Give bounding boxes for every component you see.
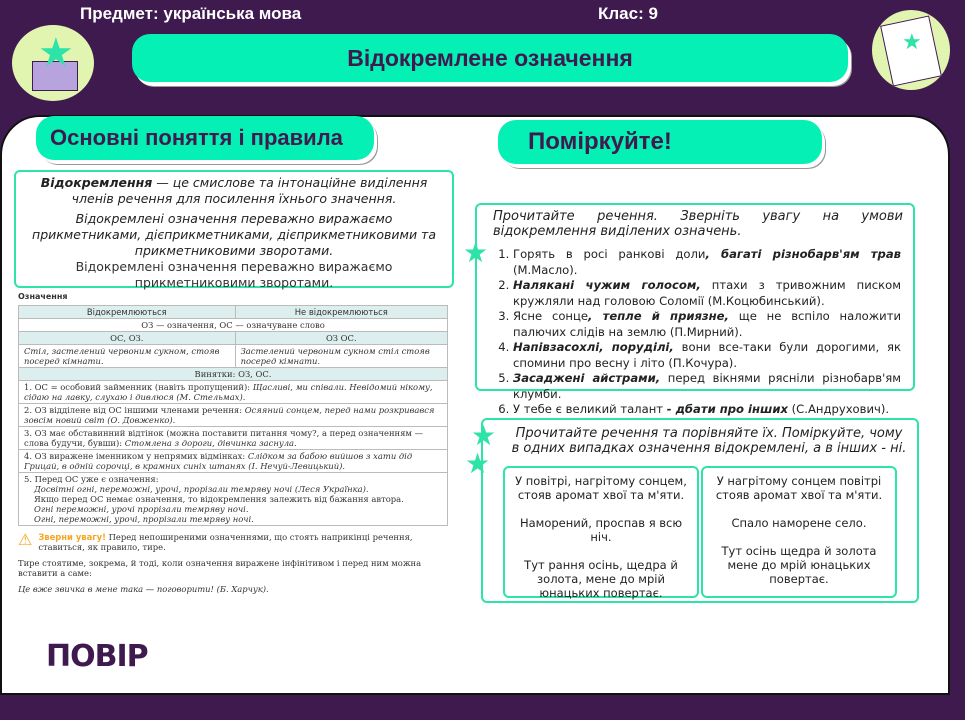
example-sentence: Наморений, проспав я всю ніч.: [519, 516, 683, 544]
table-row: 2. ОЗ відділене від ОС іншими членами речення: Осяяний сонцем, перед нами розкривався зовсім новий світ (О. Довженко).: [19, 404, 448, 427]
warning-icon: ⚠: [18, 530, 33, 549]
task1-text: Прочитайте речення. Зверніть увагу на умови відокремлення виділених означень.: [493, 209, 903, 239]
warning-note: ⚠ Зверни увагу! Перед непоширеними означеннями, що стоять наприкінці речення, ставиться, як правило, тире.: [18, 530, 413, 552]
example: Застелений червоним сукном стіл стояв посеред кімнати.: [240, 346, 430, 366]
task1-box: [463, 203, 915, 416]
table-row: 4. ОЗ виражене іменником у непрямих відмінках: Слідком за бабою вийшов з хати дід Грицай, в одній сорочці, в крамних синіх штанях (І. Нечуй-Левицький).: [19, 450, 448, 473]
list-item: 1. Горять в росі ранкові доли, багаті різнобарв'ям трав (М.Масло).: [513, 247, 901, 278]
star-icon: ★: [465, 447, 491, 480]
clipboard-illustration-icon: ★: [872, 10, 950, 90]
list-item: 5. Засаджені айстрами, перед вікнями рясніли різнобарв'ям клумби.: [513, 371, 901, 402]
list-item: 4. Напівзасохлі, поруділі, вони все-таки були дорогими, як спомини про весну і літо (П.Кочура).: [513, 340, 901, 371]
definition-term: Відокремлення: [40, 175, 153, 190]
col-header: Відокремлюються: [19, 306, 236, 319]
page-title: Відокремлене означення: [132, 34, 848, 82]
dash-rule: Тире стоятиме, зокрема, й тоді, коли означення виражене інфінітивом і перед ним можна вставити а саме:: [18, 558, 422, 578]
exceptions-row: Винятки: ОЗ, ОС.: [19, 368, 448, 381]
example: Стіл, застелений червоним сукном, стояв посеред кімнати.: [24, 346, 220, 366]
legend-row: ОЗ — означення, ОС — означуване слово: [19, 319, 448, 332]
subject-label: Предмет: українська мова: [80, 4, 302, 23]
list-item: 6. У тебе є великий талант - дбати про інших (С.Андрухович).: [513, 402, 901, 418]
separated-examples: [503, 466, 699, 598]
definition-text: — це смислове та інтонаційне виділення членів речення для посилення їхнього значення.: [71, 175, 428, 206]
sentence-list: [477, 247, 913, 418]
pattern: ОЗ ОС.: [235, 332, 447, 345]
quote: Це вже звичка в мене така — поговорити! (Б. Харчук).: [18, 584, 269, 594]
example-sentence: Спало наморене село.: [731, 516, 867, 530]
table-row: 5. Перед ОС уже є означення: Досвітні огні, переможні, урочі, прорізали темряву ночі (Леся Українка). Якщо перед ОС немає означення, то відокремлення залежить від бажання автора. Огні переможні, урочі прорізали темряву ночі. Огні, переможні, урочі, прорізали темряву ночі.: [19, 473, 448, 526]
grade-label: Клас: 9: [598, 4, 658, 23]
books-illustration-icon: ★: [12, 25, 94, 101]
non-separated-examples: [701, 466, 897, 598]
star-icon: ★: [463, 236, 489, 269]
povir-logo: ПОВІР: [46, 639, 148, 674]
table-caption: Означення: [18, 292, 68, 301]
definition-note: Відокремлені означення переважно виражаємо прикметниками, дієприкметниками, дієприкметниковими та прикметниковими зворотами.: [32, 211, 436, 258]
star-icon: ★: [471, 419, 497, 452]
example-sentence: Тут рання осінь, щедра й золота, мене до мрій юнацьких повертає.: [524, 558, 678, 600]
definition-box: [14, 170, 454, 288]
right-heading: Поміркуйте!: [498, 120, 822, 164]
example-sentence: Тут осінь щедра й золота мене до мрій юнацьких повертає.: [721, 544, 877, 586]
table-row: 1. ОС = особовий займенник (навіть пропущений): Щасливі, ми співали. Невідомий нікому, сідаю на лавку, слухаю і дивлюся (М. Стельмах).: [19, 381, 448, 404]
task2-box: [465, 418, 919, 603]
rules-table: [18, 292, 448, 594]
example-sentence: У повітрі, нагрітому сонцем, стояв аромат хвої та м'яти.: [515, 474, 687, 502]
definition-note-overlap: Відокремлені означення переважно виражаємо прикметниковими зворотами.: [75, 259, 393, 290]
table-row: 3. ОЗ має обставинний відтінок (можна поставити питання чому?, а перед означенням — слова будучи, бувши): Стомлена з дороги, дівчинка заснула.: [19, 427, 448, 450]
example-sentence: У нагрітому сонцем повітрі стояв аромат хвої та м'яти.: [715, 474, 883, 502]
task2-text: Прочитайте речення та порівняйте їх. Поміркуйте, чому в одних випадках означення відокремлені, а в інших - ні.: [511, 426, 907, 456]
col-header: Не відокремлюються: [235, 306, 447, 319]
left-heading: Основні поняття і правила: [36, 116, 374, 160]
list-item: 3. Ясне сонце, тепле й приязне, ще не вспіло наложити палючих слідів на землю (П.Мирний).: [513, 309, 901, 340]
list-item: 2. Налякані чужим голосом, птахи з тривожним писком кружляли над головою Соломії (М.Коцюбинський).: [513, 278, 901, 309]
pattern: ОС, ОЗ.: [19, 332, 236, 345]
